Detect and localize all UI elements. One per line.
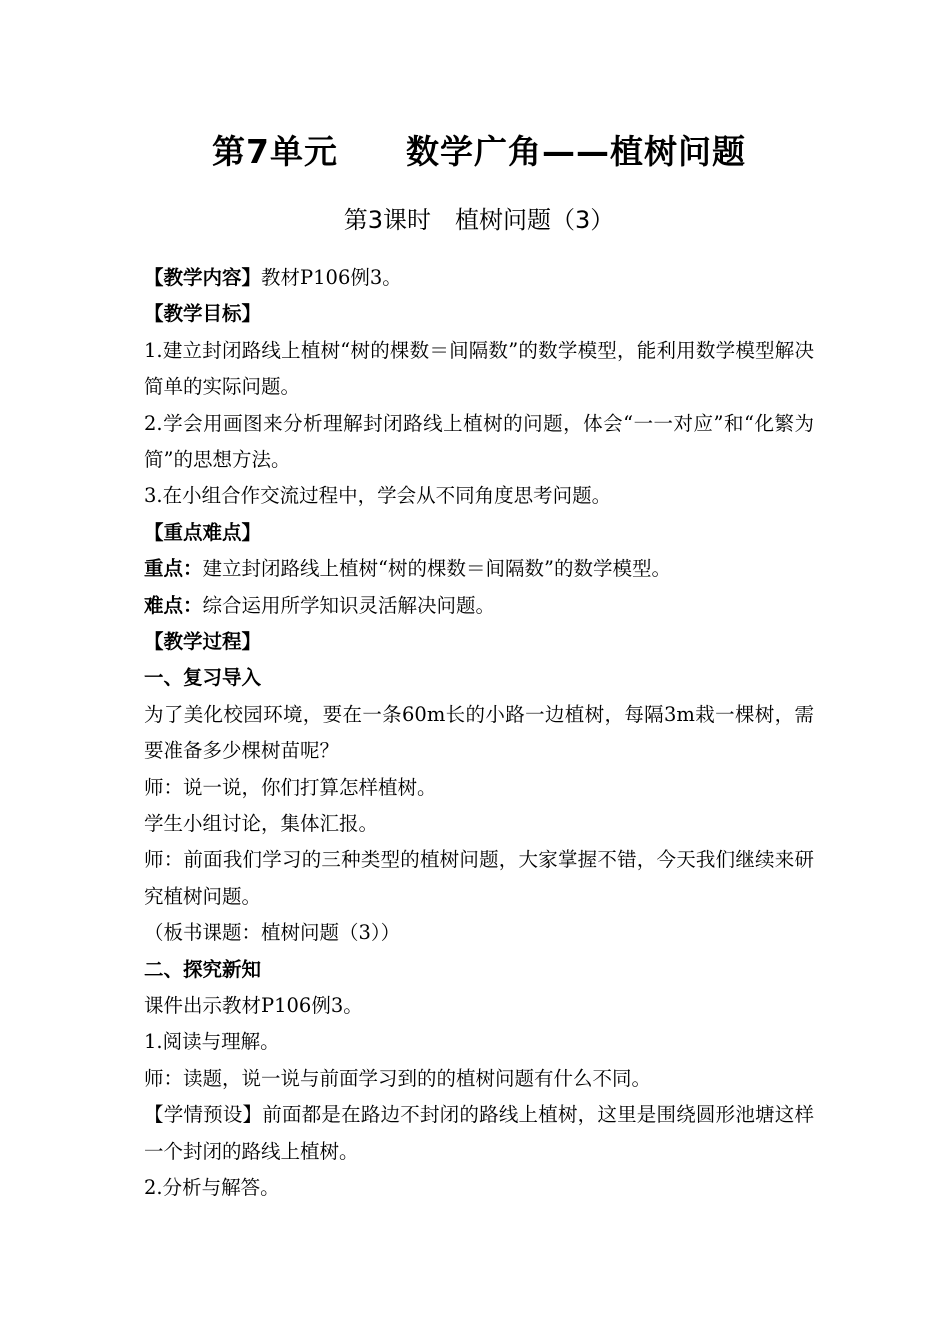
section-1-heading: 一、复习导入 <box>144 666 262 690</box>
goal-1: 1.建立封闭路线上植树“树的棵数＝间隔数”的数学模型，能利用数学模型解决简单的实际问题。 <box>144 338 814 399</box>
document-body <box>144 260 814 1207</box>
step-1: 1.阅读与理解。 <box>144 1030 280 1054</box>
key-point <box>144 551 814 587</box>
step-2: 2.分析与解答。 <box>144 1176 280 1200</box>
preset-label: 【学情预设】 <box>144 1103 263 1127</box>
difficult-text: 综合运用所学知识灵活解决问题。 <box>202 593 496 617</box>
process-heading: 【教学过程】 <box>144 629 262 653</box>
difficult-label: 难点： <box>144 593 203 617</box>
page-title: 第7单元 数学广角——植树问题 <box>212 132 746 171</box>
lesson-subtitle: 第3课时 植树问题（3） <box>343 206 615 234</box>
teacher-line-3: 师：读题，说一说与前面学习到的的植树问题有什么不同。 <box>144 1066 652 1090</box>
key-label: 重点： <box>144 557 203 581</box>
teacher-line-1: 师：说一说，你们打算怎样植树。 <box>144 775 437 799</box>
board-title: （板书课题：植树问题（3）） <box>144 921 401 945</box>
teaching-content <box>144 260 814 296</box>
document-page <box>144 124 814 1206</box>
key-text: 建立封闭路线上植树“树的棵数＝间隔数”的数学模型。 <box>202 557 671 581</box>
teacher-line-2: 师：前面我们学习的三种类型的植树问题，大家掌握不错，今天我们继续来研究植树问题。 <box>144 848 814 908</box>
difficult-point <box>144 588 814 624</box>
teaching-goals-heading: 【教学目标】 <box>144 302 262 326</box>
preset-text: 前面都是在路边不封闭的路线上植树，这里是围绕圆形池塘这样一个封闭的路线上植树。 <box>144 1103 814 1163</box>
courseware-line: 课件出示教材P106例3。 <box>144 994 363 1018</box>
student-discussion: 学生小组讨论，集体汇报。 <box>144 812 379 835</box>
goal-2: 2.学会用画图来分析理解封闭路线上植树的问题，体会“一一对应”和“化繁为简”的思想方法。 <box>144 411 814 471</box>
teaching-content-label: 【教学内容】 <box>144 265 262 289</box>
goal-3: 3.在小组合作交流过程中，学会从不同角度思考问题。 <box>144 484 612 508</box>
key-difficult-heading: 【重点难点】 <box>144 520 262 544</box>
section-2-heading: 二、探究新知 <box>144 957 262 981</box>
teaching-content-text: 教材P106例3。 <box>261 265 402 289</box>
learning-preset <box>144 1097 814 1170</box>
review-problem: 为了美化校园环境，要在一条60m长的小路一边植树，每隔3m栽一棵树，需要准备多少棵树苗呢？ <box>144 702 814 763</box>
